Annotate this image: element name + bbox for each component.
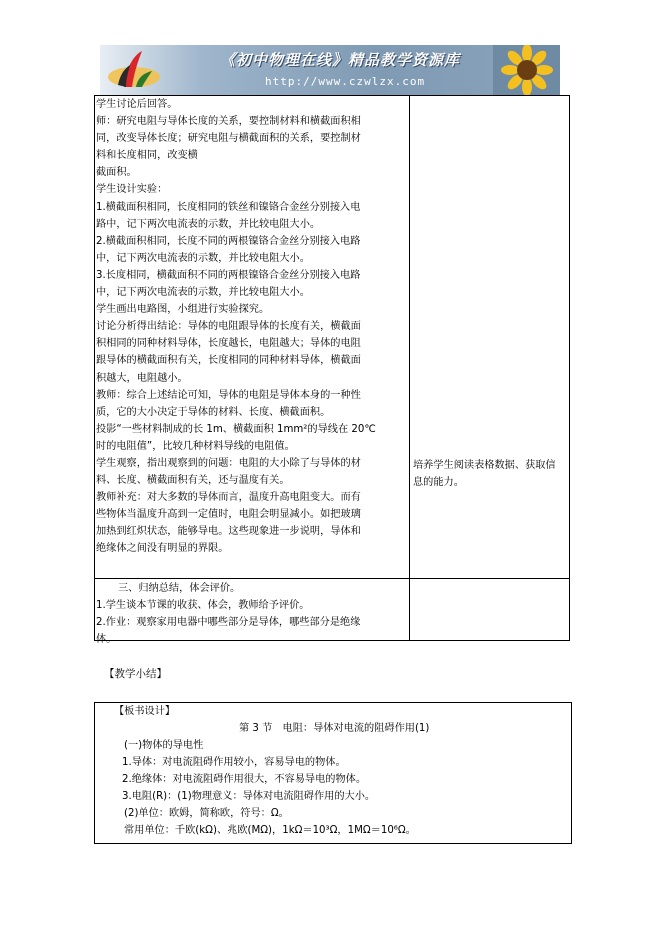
text-line: 质，它的大小决定于导体的材料、长度、横截面积。 (96, 406, 331, 418)
text-line: 时的电阻值”，比较几种材料导线的电阻值。 (96, 440, 295, 452)
design-intent-note: 培养学生阅读表格数据、获取信息的能力。 (413, 460, 556, 488)
text-line: 积越大，电阻越小。 (96, 372, 188, 384)
text-line: 截面积。 (96, 167, 137, 179)
section-heading: 三、归纳总结，体会评价。 (118, 583, 241, 594)
board-line: 3.电阻(R)：(1)物理意义：导体对电流阻碍作用的大小。 (122, 791, 376, 802)
text-line: 积相同的同种材料导体，长度越长，电阻越大；导体的电阻 (96, 338, 361, 350)
board-line: 常用单位：千欧(kΩ)、兆欧(MΩ)，1kΩ＝10³Ω，1MΩ＝10⁶Ω。 (124, 825, 416, 836)
text-line: 中，记下两次电流表的示数，并比较电阻大小。 (96, 287, 310, 299)
board-title: 第 3 节 电阻：导体对电流的阻碍作用(1) (239, 723, 430, 734)
sunflower-icon (493, 45, 560, 95)
board-line: (2)单位：欧姆，简称欧，符号：Ω。 (124, 808, 289, 819)
text-line: 学生设计实验： (96, 184, 168, 196)
text-line: 路中，记下两次电流表的示数，并比较电阻大小。 (96, 218, 321, 230)
text-line: 中，记下两次电流表的示数，并比较电阻大小。 (96, 252, 310, 264)
text-line: 1.横截面积相同，长度相同的铁丝和镍铬合金丝分别接入电 (96, 201, 361, 213)
text-line: 体。 (96, 634, 117, 646)
text-line: 教师：综合上述结论可知，导体的电阻是导体本身的一种性 (96, 389, 361, 401)
banner-url[interactable]: http://www.czwlzx.com (265, 75, 426, 88)
logo-icon (104, 47, 164, 93)
column-divider (409, 96, 410, 640)
text-line: 料、长度、横截面积有关，还与温度有关。 (96, 475, 290, 487)
text-line: 学生讨论后回答。 (96, 99, 178, 110)
text-line: 同，改变导体长度；研究电阻与横截面积的关系，要控制材 (96, 133, 361, 145)
text-line: 学生观察，指出观察到的问题：电阻的大小除了与导体的材 (96, 457, 361, 469)
text-line: 加热到红炽状态，能够导电。这些现象进一步说明，导体和 (96, 526, 361, 538)
text-line: 学生画出电路图，小组进行实验探究。 (96, 304, 270, 316)
text-line: 2.横截面积相同，长度不同的两根镍铬合金丝分别接入电路 (96, 235, 361, 247)
teaching-summary-heading: 【教学小结】 (104, 668, 167, 680)
board-line: 1.导体：对电流阻碍作用较小，容易导电的物体。 (122, 757, 346, 768)
header-banner (100, 45, 560, 95)
text-line: 2.作业：观察家用电器中哪些部分是导体，哪些部分是绝缘 (96, 617, 361, 629)
row-divider (95, 578, 569, 579)
banner-title: 《初中物理在线》精品教学资源库 (220, 51, 461, 69)
text-line: 料和长度相同，改变横 (96, 150, 198, 162)
text-line: 跟导体的横截面积有关，长度相同的同种材料导体，横截面 (96, 355, 361, 367)
text-line: 绝缘体之间没有明显的界限。 (96, 543, 229, 555)
text-line: 1.学生谈本节课的收获、体会，教师给予评价。 (96, 600, 310, 612)
board-line: (一)物体的导电性 (124, 740, 204, 751)
text-line: 些物体当温度升高到一定值时，电阻会明显减小。如把玻璃 (96, 509, 361, 521)
summary-section (96, 580, 408, 648)
board-heading: 【板书设计】 (114, 706, 176, 717)
text-line: 师：研究电阻与导体长度的关系，要控制材料和横截面积相 (96, 116, 361, 128)
text-line: 教师补充：对大多数的导体而言，温度升高电阻变大。而有 (96, 492, 361, 504)
board-line: 2.绝缘体：对电流阻碍作用很大，不容易导电的物体。 (122, 774, 367, 785)
text-line: 投影“一些材料制成的长 1m、横截面积 1mm²的导线在 20℃ (96, 423, 376, 435)
text-line: 讨论分析得出结论：导体的电阻跟导体的长度有关，横截面 (96, 321, 361, 333)
lesson-process-text (96, 96, 408, 558)
text-line: 3.长度相同，横截面积不同的两根镍铬合金丝分别接入电路 (96, 269, 361, 281)
